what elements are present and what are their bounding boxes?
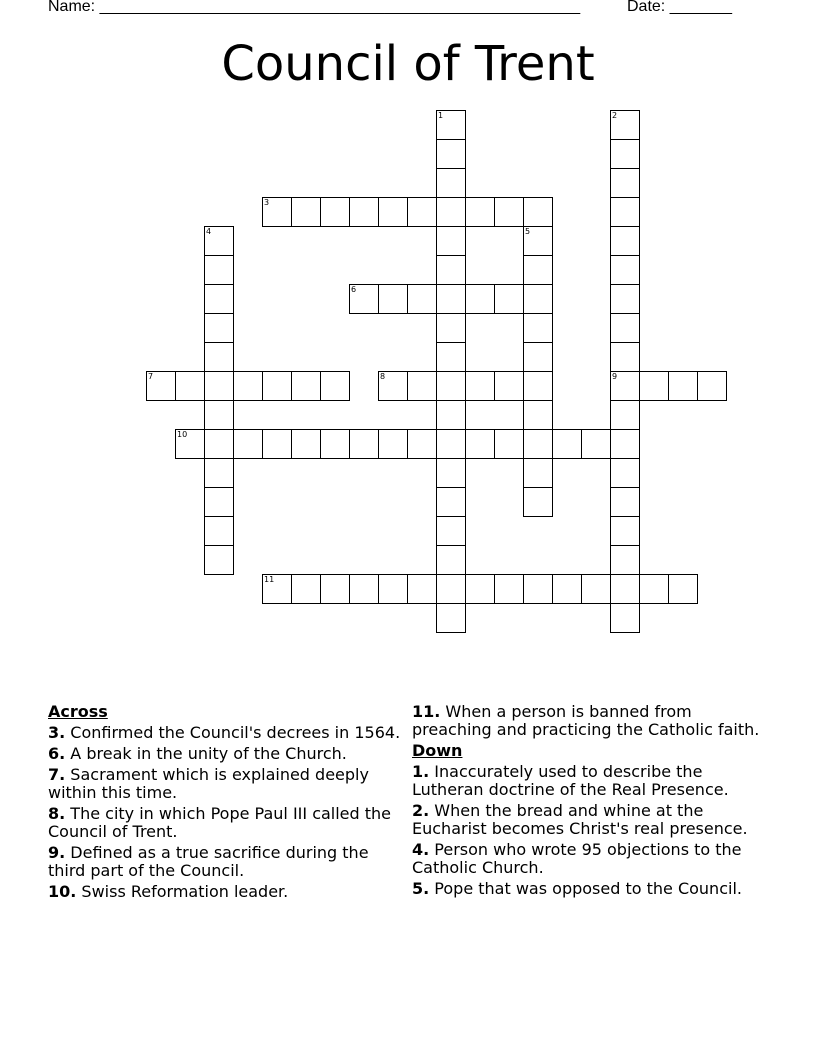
name-field[interactable]: Name: ______________________________________________________ — [48, 0, 581, 15]
grid-cell[interactable] — [523, 400, 553, 430]
clue-text: Sacrament which is explained deeply within this time. — [48, 765, 369, 802]
grid-cell[interactable] — [291, 429, 321, 459]
grid-cell[interactable] — [465, 574, 495, 604]
grid-cell[interactable] — [436, 342, 466, 372]
grid-cell[interactable] — [436, 226, 466, 256]
grid-cell[interactable] — [465, 197, 495, 227]
grid-cell[interactable] — [146, 371, 176, 401]
clue-number: 9. — [48, 843, 66, 862]
clue-text: Swiss Reformation leader. — [76, 882, 289, 901]
grid-cell[interactable] — [610, 458, 640, 488]
grid-cell[interactable] — [204, 400, 234, 430]
grid-cell[interactable] — [610, 342, 640, 372]
clue-down-4 — [412, 841, 772, 877]
grid-cell[interactable] — [610, 429, 640, 459]
cell-number: 3 — [264, 198, 270, 207]
grid-cell[interactable] — [233, 371, 263, 401]
grid-cell[interactable] — [436, 197, 466, 227]
grid-cell[interactable] — [436, 429, 466, 459]
grid-cell[interactable] — [378, 371, 408, 401]
grid-cell[interactable] — [204, 429, 234, 459]
grid-cell[interactable] — [610, 255, 640, 285]
cell-number: 2 — [612, 111, 618, 120]
grid-cell[interactable] — [465, 371, 495, 401]
clues-left-column — [48, 703, 408, 904]
grid-cell[interactable] — [378, 429, 408, 459]
clue-text: The city in which Pope Paul III called the Council of Trent. — [48, 804, 392, 841]
clue-number: 3. — [48, 723, 66, 742]
cell-number: 11 — [264, 575, 275, 584]
clue-across-3 — [48, 724, 408, 742]
clue-across-9 — [48, 844, 408, 880]
grid-cell[interactable] — [465, 429, 495, 459]
grid-cell[interactable] — [262, 371, 292, 401]
grid-cell[interactable] — [494, 371, 524, 401]
grid-cell[interactable] — [523, 458, 553, 488]
grid-cell[interactable] — [204, 284, 234, 314]
grid-cell[interactable] — [291, 371, 321, 401]
grid-cell[interactable] — [436, 516, 466, 546]
cell-number: 5 — [525, 227, 531, 236]
grid-cell[interactable] — [610, 313, 640, 343]
grid-cell[interactable] — [610, 110, 640, 140]
grid-cell[interactable] — [697, 371, 727, 401]
grid-cell[interactable] — [204, 545, 234, 575]
cell-number: 7 — [148, 372, 154, 381]
grid-cell[interactable] — [610, 168, 640, 198]
clue-down-1 — [412, 763, 772, 799]
grid-cell[interactable] — [494, 429, 524, 459]
grid-cell[interactable] — [204, 342, 234, 372]
cell-number: 1 — [438, 111, 444, 120]
clue-down-5 — [412, 880, 772, 898]
cell-number: 9 — [612, 372, 618, 381]
grid-cell[interactable] — [407, 371, 437, 401]
grid-cell[interactable] — [204, 371, 234, 401]
grid-cell[interactable] — [523, 487, 553, 517]
grid-cell[interactable] — [262, 574, 292, 604]
clue-text: Inaccurately used to describe the Lutheran doctrine of the Real Presence. — [412, 762, 729, 799]
grid-cell[interactable] — [204, 516, 234, 546]
grid-cell[interactable] — [610, 197, 640, 227]
clue-text: Confirmed the Council's decrees in 1564. — [65, 723, 401, 742]
grid-cell[interactable] — [320, 429, 350, 459]
cell-number: 6 — [351, 285, 357, 294]
cell-number: 8 — [380, 372, 386, 381]
clue-across-6 — [48, 745, 408, 763]
grid-cell[interactable] — [552, 574, 582, 604]
grid-cell[interactable] — [349, 574, 379, 604]
clue-text: When a person is banned from preaching and practicing the Catholic faith. — [412, 702, 760, 739]
grid-cell[interactable] — [407, 574, 437, 604]
grid-cell[interactable] — [204, 226, 234, 256]
grid-cell[interactable] — [581, 429, 611, 459]
grid-cell[interactable] — [378, 197, 408, 227]
grid-cell[interactable] — [436, 313, 466, 343]
grid-cell[interactable] — [610, 574, 640, 604]
clue-text: A break in the unity of the Church. — [65, 744, 347, 763]
grid-cell[interactable] — [610, 139, 640, 169]
grid-cell[interactable] — [436, 400, 466, 430]
date-field[interactable]: Date: _______ — [627, 0, 732, 15]
grid-cell[interactable] — [291, 197, 321, 227]
grid-cell[interactable] — [436, 255, 466, 285]
grid-cell[interactable] — [349, 284, 379, 314]
page-title: Council of Trent — [221, 36, 595, 92]
grid-cell[interactable] — [494, 197, 524, 227]
grid-cell[interactable] — [639, 371, 669, 401]
grid-cell[interactable] — [436, 545, 466, 575]
grid-cell[interactable] — [320, 574, 350, 604]
grid-cell[interactable] — [610, 487, 640, 517]
grid-cell[interactable] — [349, 197, 379, 227]
grid-cell[interactable] — [610, 226, 640, 256]
grid-cell[interactable] — [523, 226, 553, 256]
clues-right-column — [412, 703, 772, 901]
grid-cell[interactable] — [494, 284, 524, 314]
clue-number: 1. — [412, 762, 430, 781]
clue-text: When the bread and whine at the Eucharist becomes Christ's real presence. — [412, 801, 748, 838]
grid-cell[interactable] — [523, 574, 553, 604]
clue-across-10 — [48, 883, 408, 901]
grid-cell[interactable] — [233, 429, 263, 459]
clue-across-8 — [48, 805, 408, 841]
clue-number: 5. — [412, 879, 430, 898]
grid-cell[interactable] — [436, 487, 466, 517]
grid-cell[interactable] — [320, 197, 350, 227]
across-heading: Across — [48, 702, 108, 721]
clue-text: Pope that was opposed to the Council. — [429, 879, 742, 898]
grid-cell[interactable] — [436, 603, 466, 633]
grid-cell[interactable] — [523, 342, 553, 372]
grid-cell[interactable] — [523, 255, 553, 285]
clue-text: Person who wrote 95 objections to the Catholic Church. — [412, 840, 742, 877]
grid-cell[interactable] — [523, 371, 553, 401]
cell-number: 4 — [206, 227, 212, 236]
grid-cell[interactable] — [523, 429, 553, 459]
grid-cell[interactable] — [407, 429, 437, 459]
down-heading: Down — [412, 741, 463, 760]
grid-cell[interactable] — [378, 574, 408, 604]
grid-cell[interactable] — [407, 197, 437, 227]
clue-down-2 — [412, 802, 772, 838]
grid-cell[interactable] — [523, 197, 553, 227]
grid-cell[interactable] — [668, 371, 698, 401]
grid-cell[interactable] — [610, 284, 640, 314]
cell-number: 10 — [177, 430, 188, 439]
grid-cell[interactable] — [610, 371, 640, 401]
clue-number: 11. — [412, 702, 441, 721]
grid-cell[interactable] — [407, 284, 437, 314]
grid-cell[interactable] — [610, 545, 640, 575]
grid-cell[interactable] — [291, 574, 321, 604]
grid-cell[interactable] — [436, 110, 466, 140]
grid-cell[interactable] — [320, 371, 350, 401]
grid-cell[interactable] — [552, 429, 582, 459]
grid-cell[interactable] — [436, 168, 466, 198]
grid-cell[interactable] — [668, 574, 698, 604]
grid-cell[interactable] — [610, 603, 640, 633]
grid-cell[interactable] — [436, 284, 466, 314]
clue-number: 6. — [48, 744, 66, 763]
clue-number: 8. — [48, 804, 66, 823]
clue-number: 4. — [412, 840, 430, 859]
grid-cell[interactable] — [523, 284, 553, 314]
grid-cell[interactable] — [523, 313, 553, 343]
grid-cell[interactable] — [262, 197, 292, 227]
grid-cell[interactable] — [494, 574, 524, 604]
clue-number: 7. — [48, 765, 66, 784]
grid-cell[interactable] — [610, 400, 640, 430]
clue-number: 10. — [48, 882, 77, 901]
grid-cell[interactable] — [581, 574, 611, 604]
grid-cell[interactable] — [262, 429, 292, 459]
grid-cell[interactable] — [436, 371, 466, 401]
clue-number: 2. — [412, 801, 430, 820]
clue-text: Defined as a true sacrifice during the third part of the Council. — [48, 843, 369, 880]
grid-cell[interactable] — [436, 574, 466, 604]
clue-across-11 — [412, 703, 772, 739]
grid-cell[interactable] — [349, 429, 379, 459]
grid-cell[interactable] — [639, 574, 669, 604]
grid-cell[interactable] — [175, 371, 205, 401]
grid-cell[interactable] — [175, 429, 205, 459]
grid-cell[interactable] — [204, 487, 234, 517]
grid-cell[interactable] — [610, 516, 640, 546]
grid-cell[interactable] — [465, 284, 495, 314]
clue-across-7 — [48, 766, 408, 802]
grid-cell[interactable] — [204, 313, 234, 343]
grid-cell[interactable] — [436, 458, 466, 488]
grid-cell[interactable] — [204, 458, 234, 488]
grid-cell[interactable] — [436, 139, 466, 169]
grid-cell[interactable] — [378, 284, 408, 314]
grid-cell[interactable] — [204, 255, 234, 285]
